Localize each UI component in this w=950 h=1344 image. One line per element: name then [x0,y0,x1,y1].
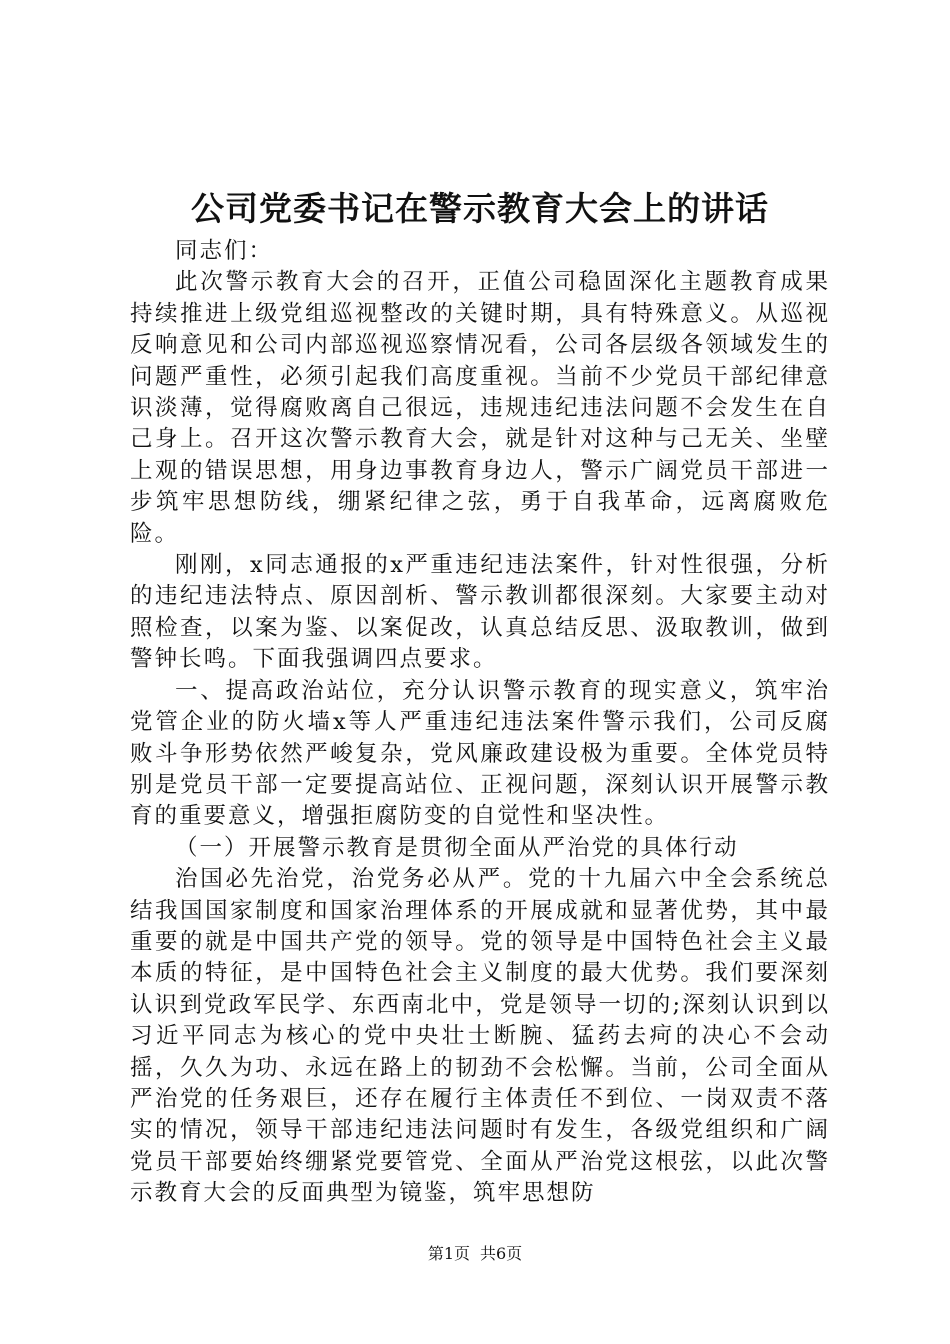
page-footer [0,1244,950,1264]
paragraph-1: 此次警示教育大会的召开，正值公司稳固深化主题教育成果持续推进上级党组巡视整改的关键时期，具有特殊意义。从巡视反响意见和公司内部巡视巡察情况看，公司各层级各领域发生的问题严重性，必须引起我们高度重视。当前不少党员干部纪律意识淡薄，觉得腐败离自己很远，违规违纪违法问题不会发生在自己身上。召开这次警示教育大会，就是针对这种与己无关、坐壁上观的错误思想，用身边事教育身边人，警示广阔党员干部进一步筑牢思想防线，绷紧纪律之弦，勇于自我革命，远离腐败危险。 [130,269,830,547]
paragraph-2: 刚刚，x同志通报的x严重违纪违法案件，针对性很强，分析的违纪违法特点、原因剖析、警示教训都很深刻。大家要主动对照检查，以案为鉴、以案促改，认真总结反思、汲取教训，做到警钟长鸣。下面我强调四点要求。 [130,552,830,673]
document-title: 公司党委书记在警示教育大会上的讲话 [191,189,769,228]
document-body [130,236,830,1210]
salutation: 同志们： [175,238,274,264]
paragraph-4: 治国必先治党，治党务必从严。党的十九届六中全会系统总结我国国家制度和国家治理体系的开展成就和显著优势，其中最重要的就是中国共产党的领导。党的领导是中国特色社会主义最本质的特征，是中国特色社会主义制度的最大优势。我们要深刻认识到党政军民学、东西南北中，党是领导一切的;深刻认识到以习近平同志为核心的党中央壮士断腕、猛药去疴的决心不会动摇，久久为功、永远在路上的韧劲不会松懈。当前，公司全面从严治党的任务艰巨，还存在履行主体责任不到位、一岗双责不落实的情况，领导干部违纪违法问题时有发生，各级党组织和广阔党员干部要始终绷紧党要管党、全面从严治党这根弦，以此次警示教育大会的反面典型为镜鉴，筑牢思想防 [130,866,830,1207]
page-total: 共6页 [480,1244,523,1263]
paragraph-3: 一、提高政治站位，充分认识警示教育的现实意义，筑牢治党管企业的防火墙x等人严重违纪违法案件警示我们，公司反腐败斗争形势依然严峻复杂，党风廉政建设极为重要。全体党员特别是党员干部一定要提高站位、正视问题，深刻认识开展警示教育的重要意义，增强拒腐防变的自觉性和坚决性。 [130,677,830,830]
section-heading: （一）开展警示教育是贯彻全面从严治党的具体行动 [175,834,739,861]
page-number: 第1页 [427,1244,470,1263]
